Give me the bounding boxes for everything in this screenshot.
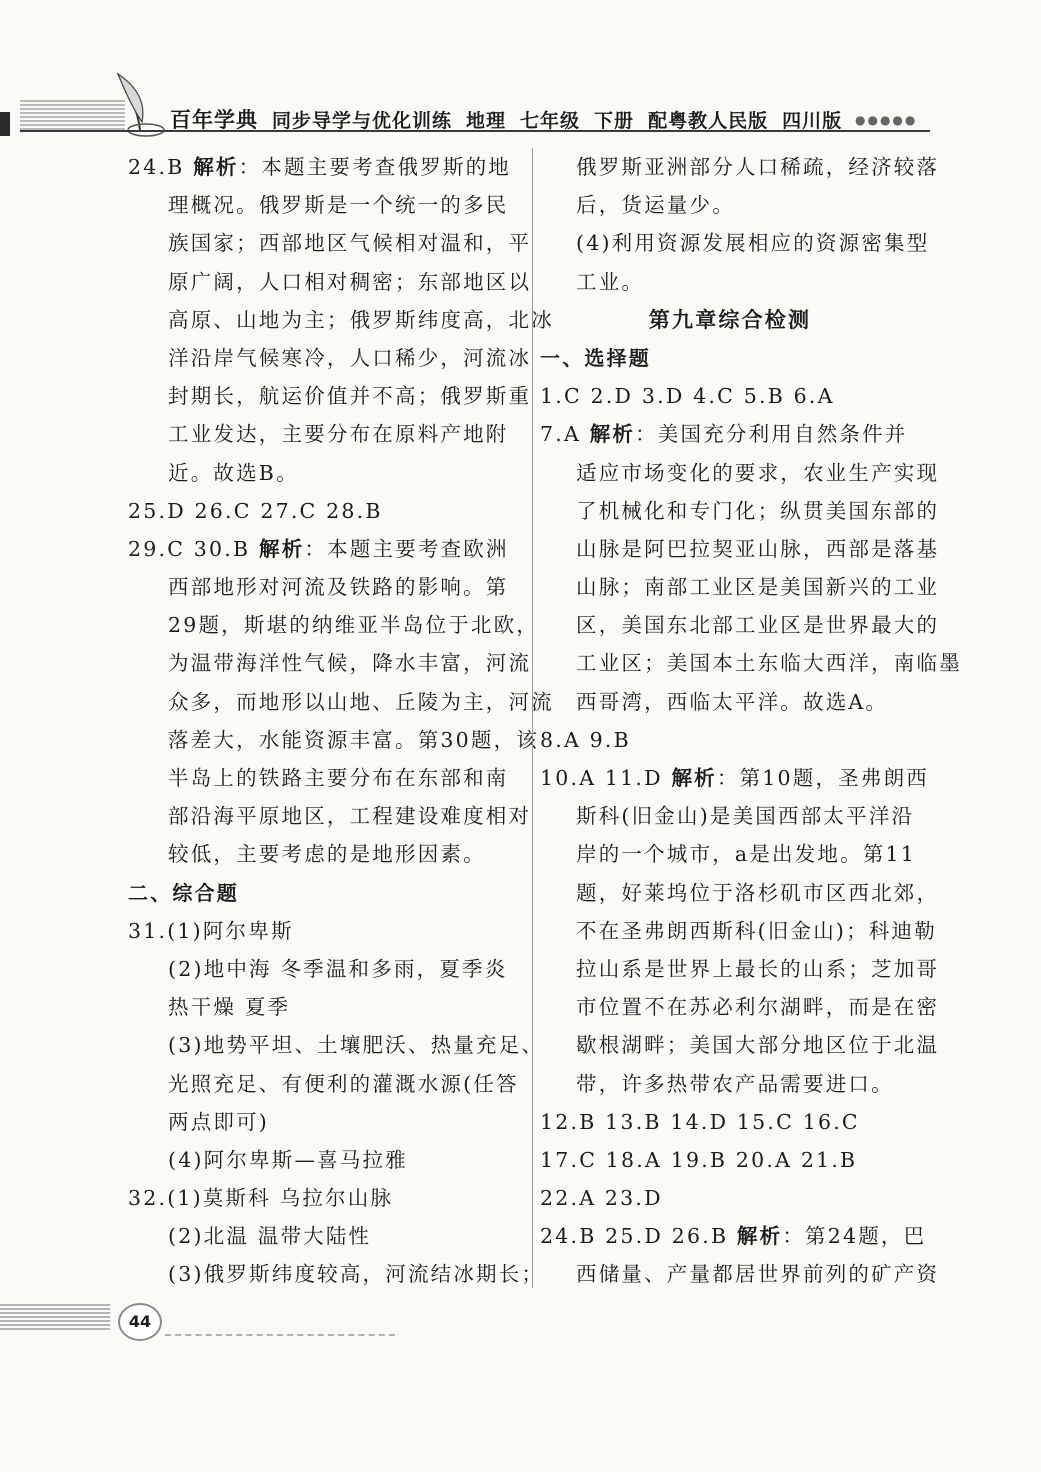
text-line	[128, 1065, 528, 1103]
text-line	[128, 1255, 545, 1293]
text-line	[128, 606, 539, 644]
text-line	[128, 415, 528, 453]
text-line	[540, 148, 940, 186]
line-text: 理概况。俄罗斯是一个统一的多民	[168, 193, 509, 218]
text-line	[128, 186, 528, 224]
text-line	[128, 644, 532, 682]
line-text: (3)俄罗斯纬度较高，河流结冰期长；	[168, 1262, 545, 1287]
text-line	[540, 377, 940, 415]
line-text: 区，美国东北部工业区是世界最大的	[576, 613, 940, 638]
line-text: 工业区；美国本土东临大西洋，南临墨	[576, 651, 962, 676]
chapter-title: 第九章综合检测	[648, 307, 812, 332]
analysis-label: 解析	[736, 1224, 783, 1249]
text-line	[128, 454, 528, 492]
line-text: 29.C 30.B	[128, 536, 259, 561]
text-line	[540, 1103, 940, 1141]
line-text: 半岛上的铁路主要分布在东部和南	[168, 766, 509, 790]
text-line	[128, 1179, 528, 1217]
line-text: 岸的一个城市，a是出发地。第11	[576, 842, 917, 867]
line-text: 7.A	[540, 422, 590, 447]
line-text: 原广阔，人口相对稠密；东部地区以	[168, 269, 532, 294]
text-line	[540, 835, 940, 873]
header-dots: ●●●●●	[855, 113, 918, 127]
text-line	[128, 148, 528, 186]
section-heading: 二、综合题	[128, 880, 239, 905]
text-line	[540, 721, 940, 759]
line-text: 工业。	[576, 269, 645, 294]
line-text: 热干燥 夏季	[168, 995, 291, 1020]
text-line	[540, 1179, 940, 1217]
analysis-label: 解析	[589, 422, 636, 447]
text-line	[540, 263, 940, 301]
line-text: 适应市场变化的要求，农业生产实现	[576, 460, 940, 485]
line-text: 17.C 18.A 19.B 20.A 21.B	[540, 1147, 858, 1172]
text-line	[128, 224, 532, 262]
text-line	[540, 606, 940, 644]
text-line	[540, 1026, 940, 1064]
line-text: 众多，而地形以山地、丘陵为主，河流	[168, 689, 554, 714]
line-text: 31.(1)阿尔卑斯	[128, 918, 294, 943]
text-line	[128, 988, 528, 1026]
text-line	[128, 912, 528, 950]
header-segment: 地理	[466, 110, 507, 132]
line-text: (4)阿尔卑斯—喜马拉雅	[168, 1147, 408, 1172]
line-text: 西储量、产量都居世界前列的矿产资	[576, 1262, 940, 1287]
line-text: 24.B	[128, 155, 194, 179]
line-text: 32.(1)莫斯科 乌拉尔山脉	[128, 1186, 394, 1211]
line-text: 西部地形对河流及铁路的影响。第	[168, 575, 509, 600]
line-text: 22.A 23.D	[540, 1186, 663, 1211]
line-text: 带，许多热带农产品需要进口。	[576, 1071, 894, 1096]
line-text: 洋沿岸气候寒冷，人口稀少，河流冰	[168, 345, 532, 370]
text-line	[128, 721, 539, 759]
line-text: 为温带海洋性气候，降水丰富，河流	[168, 651, 532, 676]
line-text: 两点即可)	[168, 1109, 269, 1134]
text-line	[128, 263, 532, 301]
text-line	[128, 835, 528, 873]
line-text: 近。故选B。	[168, 460, 299, 485]
header-segment: 下册	[594, 110, 635, 132]
line-text: (2)北温 温带大陆性	[168, 1224, 372, 1249]
line-text: 12.B 13.B 14.D 15.C 16.C	[540, 1109, 860, 1134]
line-text: 25.D 26.C 27.C 28.B	[128, 498, 383, 523]
line-text: 题，好莱坞位于洛杉矶市区西北郊，	[576, 880, 940, 905]
text-line	[540, 454, 940, 492]
line-text: ：本题主要考查俄罗斯的地	[238, 155, 511, 179]
running-header	[170, 104, 856, 134]
line-text: 10.A 11.D	[540, 766, 672, 790]
analysis-label: 解析	[259, 536, 305, 561]
text-line	[540, 568, 940, 606]
text-line	[128, 568, 528, 606]
line-text: 市位置不在苏必利尔湖畔，而是在密	[576, 995, 940, 1020]
line-text: 了机械化和专门化；纵贯美国东部的	[576, 498, 940, 523]
text-line	[128, 683, 554, 721]
line-text: ：本题主要考查欧洲	[304, 536, 509, 561]
column-divider	[532, 148, 533, 1288]
footer-rule	[165, 1334, 395, 1336]
header-segment: 七年级	[520, 110, 581, 132]
text-line	[540, 415, 940, 453]
header-segment: 同步导学与优化训练	[272, 110, 453, 132]
page-number: 44	[118, 1303, 162, 1341]
line-text: 部沿海平原地区，工程建设难度相对	[168, 804, 532, 829]
text-line	[540, 1217, 940, 1255]
text-line	[540, 224, 940, 262]
text-line	[540, 1065, 940, 1103]
line-text: 不在圣弗朗西斯科(旧金山)；科迪勒	[576, 918, 937, 943]
line-text: ：美国充分利用自然条件并	[635, 422, 908, 447]
line-text: 山脉是阿巴拉契亚山脉，西部是落基	[576, 536, 940, 561]
text-line	[540, 683, 940, 721]
line-text: 工业发达，主要分布在原料产地附	[168, 422, 509, 447]
text-line	[540, 492, 940, 530]
text-line	[540, 797, 940, 835]
text-line	[540, 186, 940, 224]
line-text: 8.A 9.B	[540, 727, 631, 752]
section-heading: 一、选择题	[540, 345, 651, 370]
line-text: (4)利用资源发展相应的资源密集型	[576, 231, 930, 256]
text-line	[128, 339, 532, 377]
line-text: 西哥湾，西临太平洋。故选A。	[576, 689, 889, 714]
right-column	[540, 148, 962, 1294]
text-line	[128, 377, 532, 415]
text-line	[540, 530, 940, 568]
line-text: 1.C 2.D 3.D 4.C 5.B 6.A	[540, 384, 835, 409]
line-text: 24.B 25.D 26.B	[540, 1224, 737, 1249]
text-line	[128, 759, 528, 797]
line-text: 29题，斯堪的纳维亚半岛位于北欧，	[168, 613, 539, 638]
line-text: (2)地中海 冬季温和多雨，夏季炎	[168, 956, 508, 981]
text-line	[128, 530, 528, 568]
line-text: 光照充足、有便利的灌溉水源(任答	[168, 1071, 519, 1096]
line-text: 斯科(旧金山)是美国西部太平洋沿	[576, 804, 915, 829]
line-text: 族国家；西部地区气候相对温和，平	[168, 231, 532, 256]
line-text: ：第10题，圣弗朗西	[716, 766, 929, 790]
header-segment: 四川版	[782, 110, 843, 132]
brand-title: 百年学典	[170, 108, 258, 132]
left-column	[128, 148, 554, 1294]
line-text: 拉山系是世界上最长的山系；芝加哥	[576, 956, 940, 981]
line-text: 后，货运量少。	[576, 193, 735, 218]
line-text: 落差大，水能资源丰富。第30题，该	[168, 727, 539, 752]
text-line	[128, 1103, 528, 1141]
text-line	[128, 301, 554, 339]
line-text: ：第24题，巴	[782, 1224, 927, 1249]
line-text: 较低，主要考虑的是地形因素。	[168, 842, 486, 867]
line-text: 俄罗斯亚洲部分人口稀疏，经济较落	[576, 155, 940, 179]
text-line	[540, 759, 940, 797]
analysis-label: 解析	[671, 766, 717, 790]
text-line	[128, 492, 528, 530]
text-line	[128, 1026, 545, 1064]
text-line	[128, 1217, 528, 1255]
line-text: 歇根湖畔；美国大部分地区位于北温	[576, 1033, 940, 1058]
text-line	[128, 950, 528, 988]
text-line	[540, 1141, 940, 1179]
line-text: 山脉；南部工业区是美国新兴的工业	[576, 575, 940, 600]
line-text: (3)地势平坦、土壤肥沃、热量充足、	[168, 1033, 545, 1058]
line-text: 封期长，航运价值并不高；俄罗斯重	[168, 384, 532, 409]
line-text: 高原、山地为主；俄罗斯纬度高，北冰	[168, 307, 554, 332]
edge-bar	[0, 112, 10, 136]
text-line	[540, 912, 940, 950]
text-line	[540, 950, 940, 988]
analysis-label: 解析	[193, 155, 239, 179]
text-line	[128, 797, 532, 835]
footer-stripes	[0, 1304, 110, 1330]
text-line	[540, 988, 940, 1026]
text-line	[540, 644, 962, 682]
text-line	[128, 1141, 528, 1179]
text-line	[540, 874, 940, 912]
text-line	[540, 1255, 940, 1293]
header-segment: 配粤教人民版	[648, 110, 769, 132]
